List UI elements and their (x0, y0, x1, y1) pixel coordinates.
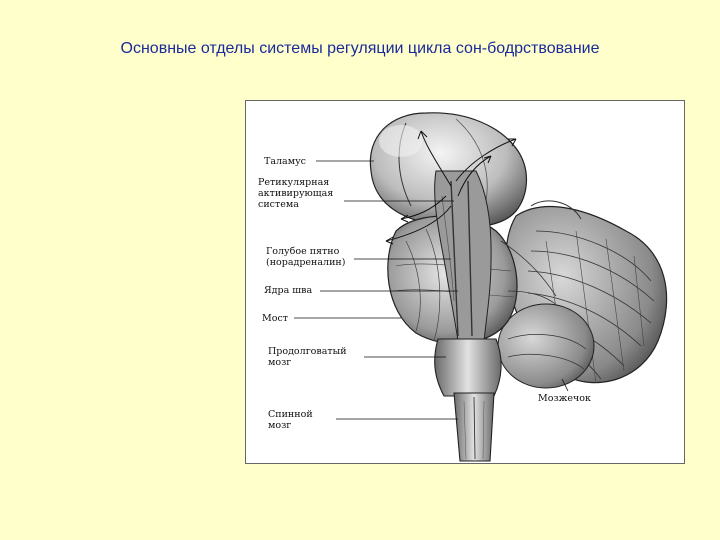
label-locus-line2: (норадреналин) (266, 257, 346, 268)
label-cerebellum: Мозжечок (538, 393, 591, 404)
label-locus-line1: Голубое пятно (266, 246, 340, 257)
label-reticular-line1: Ретикулярная (258, 177, 330, 188)
label-reticular-line2: активирующая (258, 188, 334, 199)
label-raphe: Ядра шва (264, 285, 313, 296)
label-spinal-line2: мозг (268, 420, 292, 431)
label-thalamus: Таламус (264, 156, 306, 167)
label-spinal-line1: Спинной (268, 409, 313, 420)
brainstem-illustration (246, 101, 685, 464)
cerebellum-lower-lobe (498, 304, 594, 388)
brain-diagram-frame (245, 100, 685, 464)
label-reticular-line3: система (258, 199, 299, 210)
slide-title: Основные отделы системы регуляции цикла сон-бодрствование (120, 40, 600, 57)
label-medulla-line2: мозг (268, 357, 292, 368)
label-pons: Мост (262, 313, 289, 324)
medulla-shape (435, 339, 501, 396)
label-medulla-line1: Продолговатый (268, 346, 347, 357)
